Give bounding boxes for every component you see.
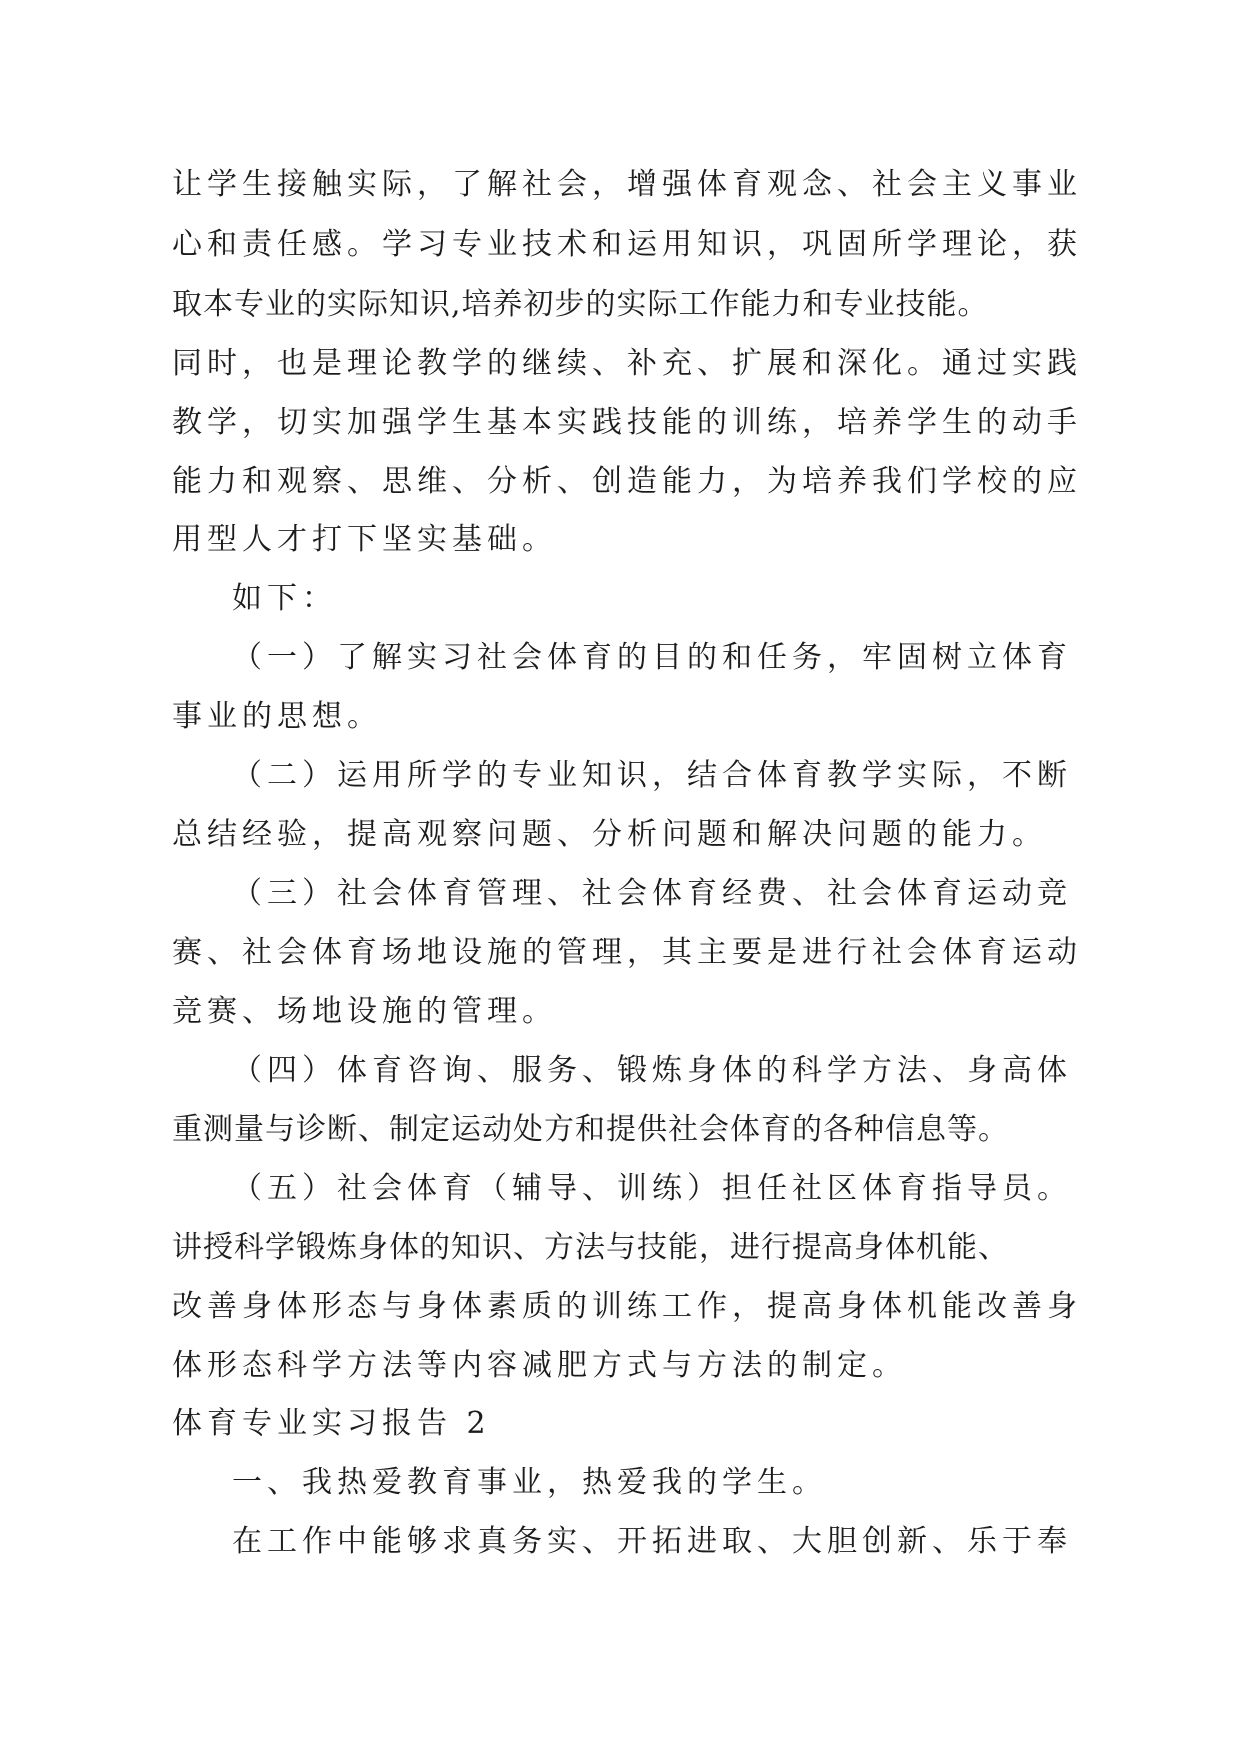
- list-item-line: （五）社会体育（辅导、训练）担任社区体育指导员。: [232, 1171, 1072, 1206]
- paragraph-line: 如下：: [232, 581, 337, 616]
- section-heading: 体育专业实习报告 2: [172, 1406, 491, 1441]
- list-item-line: 改善身体形态与身体素质的训练工作，提高身体机能改善身: [172, 1289, 1082, 1324]
- list-item-line: （一）了解实习社会体育的目的和任务，牢固树立体育: [232, 640, 1072, 675]
- paragraph-line: 让学生接触实际，了解社会，增强体育观念、社会主义事业: [172, 167, 1082, 202]
- list-item-line: （三）社会体育管理、社会体育经费、社会体育运动竞: [232, 876, 1072, 911]
- paragraph-line: 用型人才打下坚实基础。: [172, 522, 557, 557]
- list-item-line: 总结经验，提高观察问题、分析问题和解决问题的能力。: [172, 817, 1047, 852]
- paragraph-line: 同时，也是理论教学的继续、补充、扩展和深化。通过实践: [172, 346, 1082, 381]
- paragraph-line: 教学，切实加强学生基本实践技能的训练，培养学生的动手: [172, 405, 1082, 440]
- paragraph-line: 取本专业的实际知识,培养初步的实际工作能力和专业技能。: [172, 287, 989, 322]
- list-item-line: 竞赛、场地设施的管理。: [172, 994, 557, 1029]
- list-item-line: 赛、社会体育场地设施的管理，其主要是进行社会体育运动: [172, 935, 1082, 970]
- list-item-line: 事业的思想。: [172, 699, 382, 734]
- list-item-line: 体形态科学方法等内容减肥方式与方法的制定。: [172, 1348, 907, 1383]
- list-item-line: （二）运用所学的专业知识，结合体育教学实际，不断: [232, 758, 1072, 793]
- list-item-line: （四）体育咨询、服务、锻炼身体的科学方法、身高体: [232, 1053, 1072, 1088]
- paragraph-line: 一、我热爱教育事业，热爱我的学生。: [232, 1465, 827, 1500]
- paragraph-line: 能力和观察、思维、分析、创造能力，为培养我们学校的应: [172, 464, 1082, 499]
- paragraph-line: 心和责任感。学习专业技术和运用知识，巩固所学理论，获: [172, 227, 1082, 262]
- list-item-line: 讲授科学锻炼身体的知识、方法与技能，进行提高身体机能、: [172, 1230, 1009, 1265]
- list-item-line: 重测量与诊断、制定运动处方和提供社会体育的各种信息等。: [172, 1112, 1009, 1147]
- paragraph-line: 在工作中能够求真务实、开拓进取、大胆创新、乐于奉: [232, 1524, 1072, 1559]
